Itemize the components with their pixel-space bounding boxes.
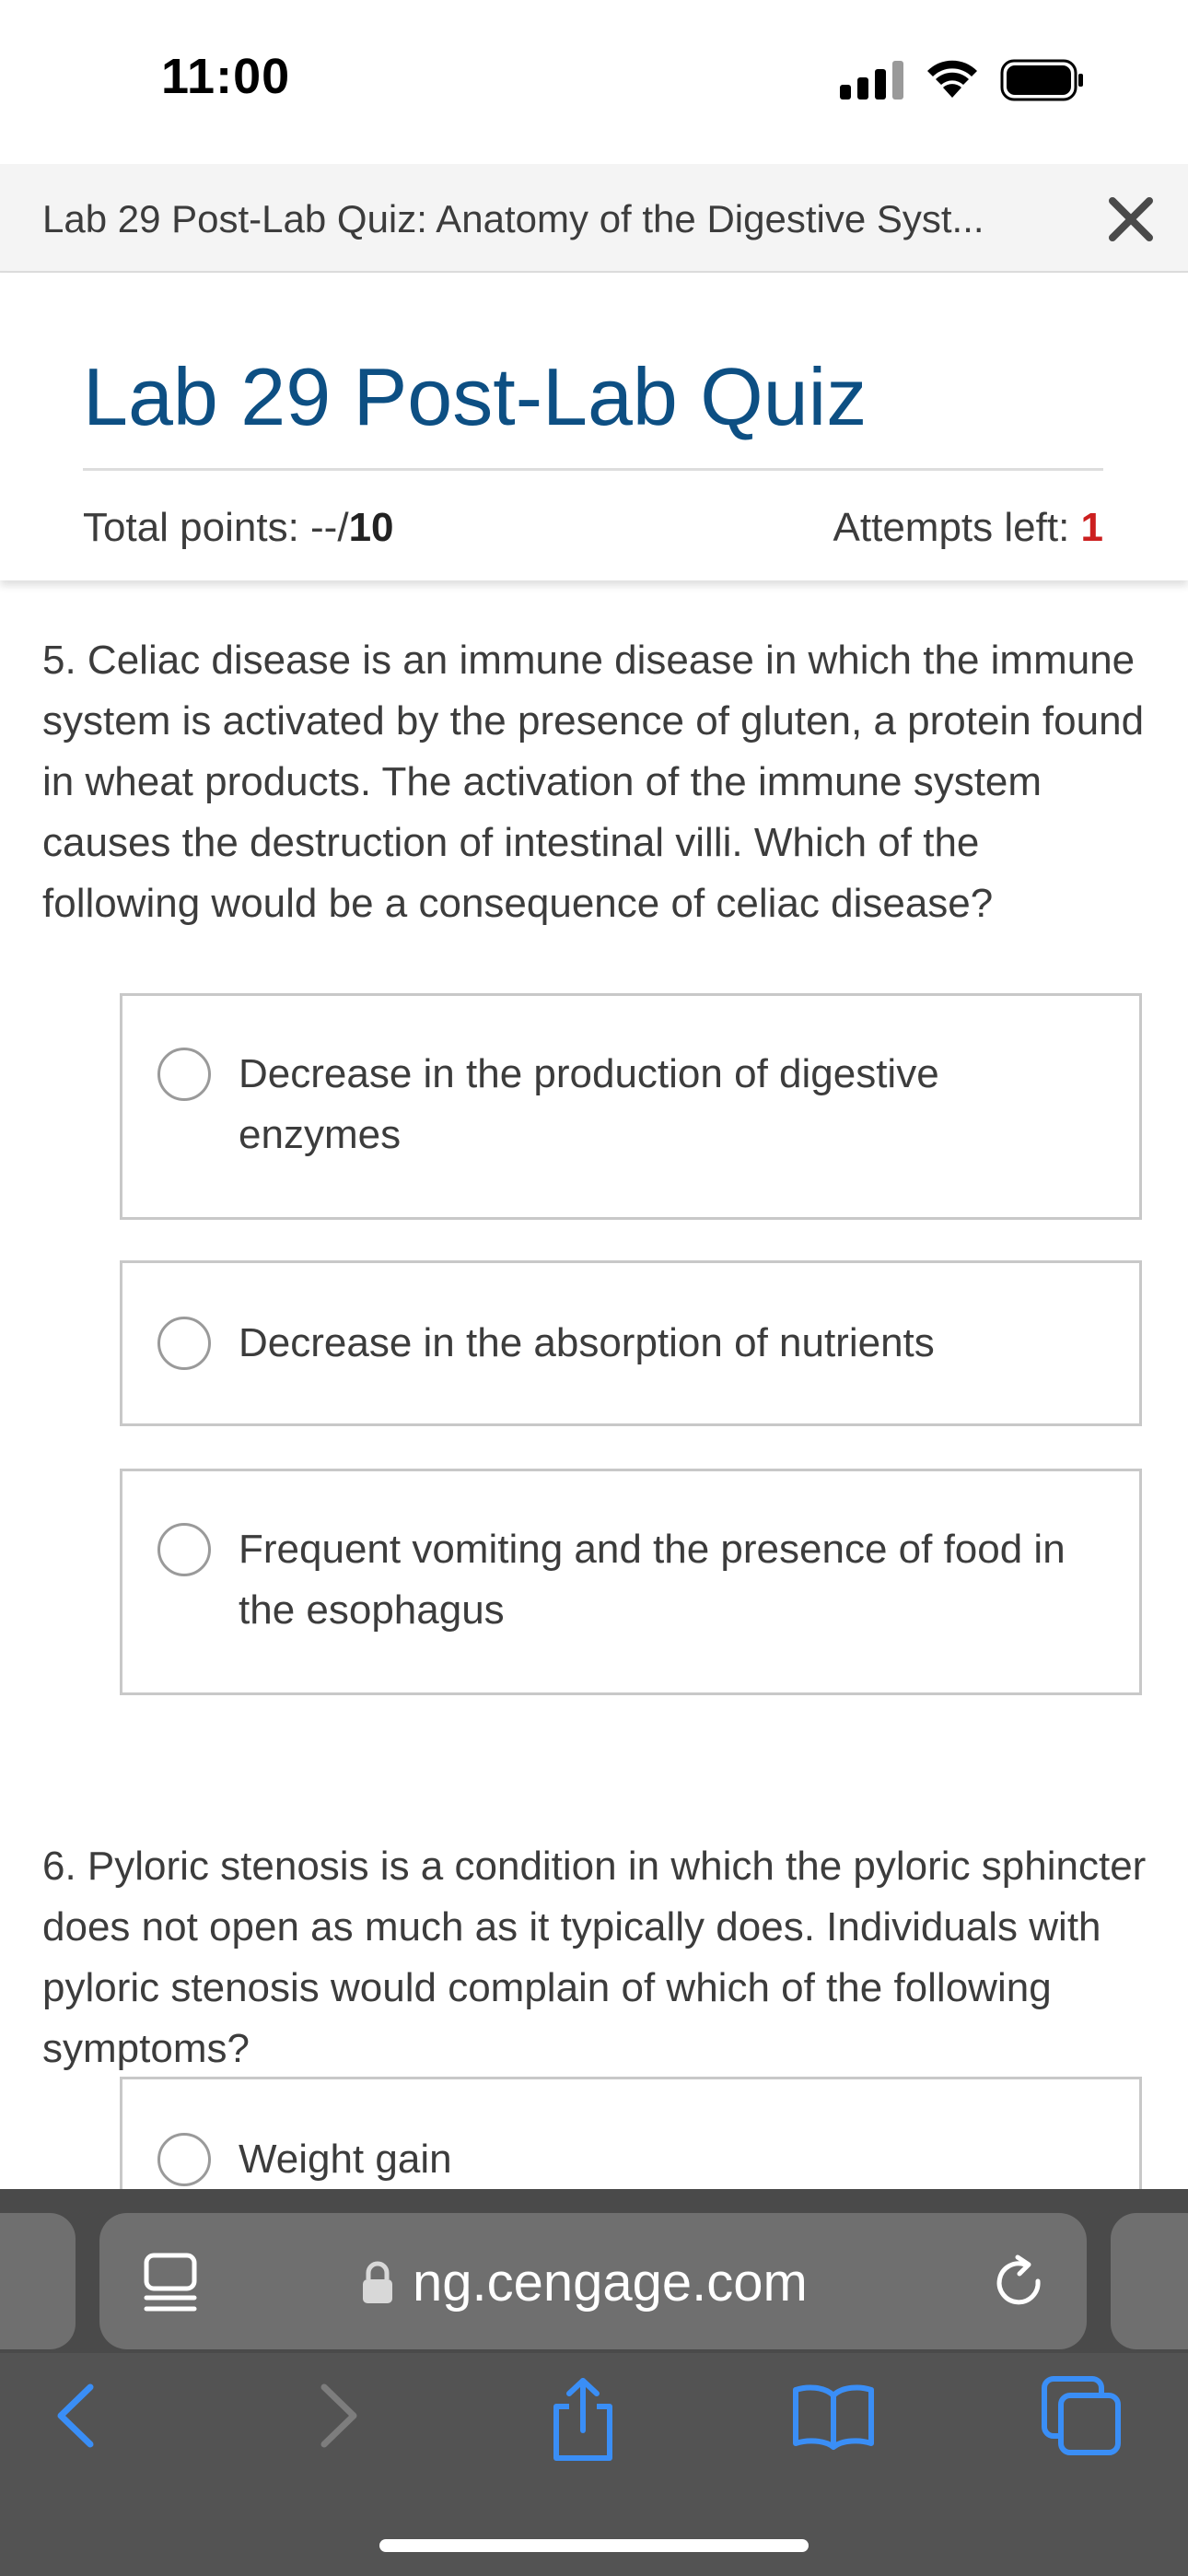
answer-option[interactable] [120, 1260, 1142, 1426]
reload-icon[interactable] [990, 2254, 1049, 2313]
radio-button[interactable] [157, 1317, 211, 1370]
share-icon[interactable] [549, 2375, 617, 2464]
previous-tab[interactable] [0, 2213, 76, 2349]
status-bar [0, 0, 1188, 164]
lock-icon [361, 2261, 394, 2303]
status-time: 11:00 [161, 49, 291, 104]
activity-title-bar [0, 164, 1188, 273]
forward-icon[interactable] [315, 2382, 361, 2450]
wifi-icon [926, 57, 979, 98]
answer-option[interactable] [120, 993, 1142, 1220]
total-points-max: 10 [348, 505, 394, 550]
question-5-text: 5. Celiac disease is an immune disease in which the immune system is activated by the presence of gluten, a protein found in wheat products. The activation of the immune system causes the destruction of intestinal villi. Which of the following would be a consequence of celiac disease? [42, 638, 1145, 926]
quiz-header [0, 273, 1188, 580]
answer-option-label: Frequent vomiting and the presence of food in the esophagus [239, 1527, 1066, 1633]
question-6-text: 6. Pyloric stenosis is a condition in which the pyloric sphincter does not open as much as it typically does. Individuals with pyloric stenosis would complain of which of the following symptoms? [42, 1844, 1147, 2071]
radio-button[interactable] [157, 1048, 211, 1101]
battery-icon [1000, 59, 1085, 101]
attempts-value: 1 [1080, 505, 1103, 550]
radio-button[interactable] [157, 2133, 211, 2186]
signal-icon [840, 61, 906, 100]
answer-option-label: Weight gain [239, 2137, 452, 2182]
radio-button[interactable] [157, 1523, 211, 1576]
tabs-icon[interactable] [1041, 2375, 1122, 2456]
home-indicator[interactable] [379, 2539, 809, 2552]
back-icon[interactable] [53, 2382, 99, 2450]
bookmarks-icon[interactable] [792, 2383, 875, 2451]
reader-icon[interactable] [143, 2252, 198, 2314]
answer-option-label: Decrease in the production of digestive enzymes [239, 1051, 939, 1157]
answer-option[interactable] [120, 1469, 1142, 1695]
activity-title: Lab 29 Post-Lab Quiz: Anatomy of the Digestive Syst... [42, 197, 984, 240]
answer-option-label: Decrease in the absorption of nutrients [239, 1320, 935, 1365]
page-title: Lab 29 Post-Lab Quiz [83, 351, 868, 442]
attempts-left [833, 505, 1103, 551]
total-points [83, 505, 394, 551]
next-tab[interactable] [1111, 2213, 1188, 2349]
url-text: ng.cengage.com [413, 2253, 808, 2313]
divider [83, 468, 1103, 471]
close-icon[interactable] [1103, 192, 1159, 247]
attempts-label: Attempts left: [833, 505, 1081, 550]
total-points-label: Total points: --/ [83, 505, 349, 550]
